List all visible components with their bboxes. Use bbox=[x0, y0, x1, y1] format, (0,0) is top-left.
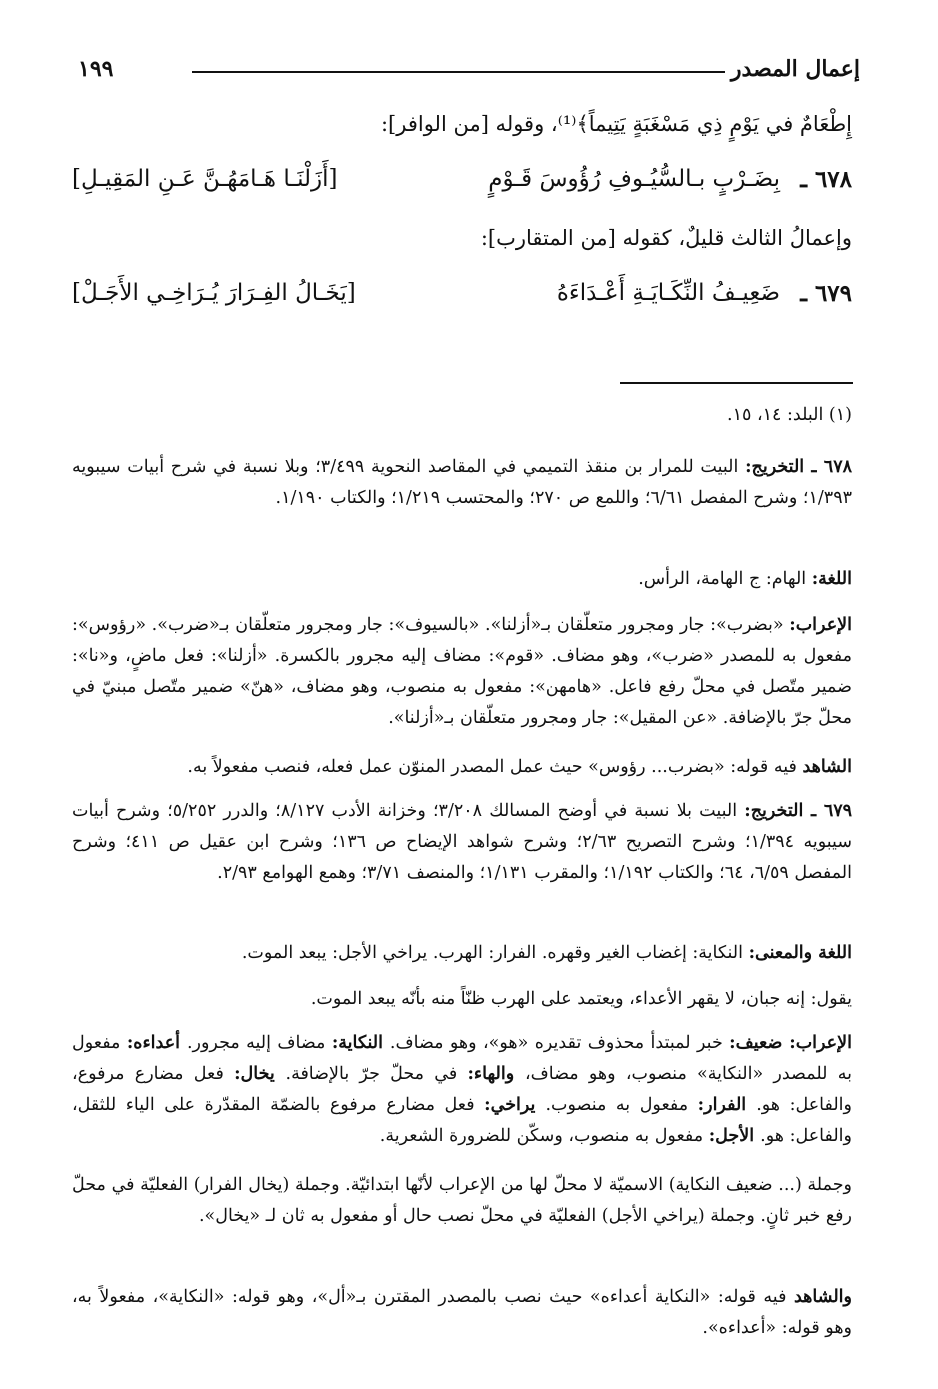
takhrij-678: ٦٧٨ ـ التخريج: البيت للمرار بن منقذ التميمي في المقاصد النحوية ٣/٤٩٩؛ وبلا نسبة في شرح أبيات سيبويه ١/٣٩٣؛ وشرح المفصل ٦/٦١؛ واللمع ص ٢٧٠؛ والمحتسب ١/٢١٩؛ والكتاب ١/١٩٠. bbox=[72, 457, 852, 508]
lugha-679: اللغة والمعنى: النكاية: إغضاب الغير وقهره. الفرار: الهرب. يراخي الأجل: يبعد الموت. bbox=[241, 943, 852, 963]
verse-first-hemistich: بِضَـرْبٍ بـالسُّيُـوفِ رُؤُوسَ قَـوْمٍ bbox=[488, 166, 780, 192]
jumla-679: وجملة (... ضعيف النكاية) الاسميّة لا محلّ لها من الإعراب لأنّها ابتدائيّة. وجملة (يخال الفرار) الفعليّة في محلّ رفع خبر ثانٍ. وجملة (يراخي الأجل) الفعليّة في محلّ نصب حال أو مفعول به ثان لـ «يخال». bbox=[72, 1175, 852, 1226]
page-header bbox=[70, 56, 860, 90]
takhrij-679: ٦٧٩ ـ التخريج: البيت بلا نسبة في أوضح المسالك ٣/٢٠٨؛ وخزانة الأدب ٨/١٢٧؛ والدرر ٥/٢٥٢؛ وشرح أبيات سيبويه ١/٣٩٤؛ وشرح التصريح ٢/٦٣؛ وشرح شواهد الإيضاح ص ١٣٦؛ وشرح ابن عقيل ص ٤١١؛ وشرح المفصل ٦/٥٩، ٦٤؛ والكتاب ١/١٩٢؛ والمقرب ١/١٣١؛ والمنصف ٣/٧١؛ وهمع الهوامع ٢/٩٣. bbox=[72, 801, 853, 883]
header-rule bbox=[192, 71, 725, 73]
footnote-separator bbox=[620, 382, 853, 384]
verse-second-hemistich: [يَخَـالُ الفِـرَارَ يُـرَاخِـي الأَجَـلْ] bbox=[72, 280, 356, 306]
verse-number: ٦٧٨ ـ bbox=[800, 166, 852, 193]
takhrij-label: ٦٧٨ ـ التخريج: bbox=[745, 457, 852, 477]
shahid-678: الشاهد فيه قوله: «بضرب... رؤوس» حيث عمل المصدر المنوّن عمل فعله، فنصب مفعولاً به. bbox=[187, 757, 852, 777]
main-line-3: وإعمالُ الثالث قليلٌ، كقوله [من المتقارب]: bbox=[480, 226, 852, 250]
yaqul-679: يقول: إنه جبان، لا يقهر الأعداء، ويعتمد على الهرب ظنّاً منه بأنّه يبعد الموت. bbox=[310, 989, 852, 1009]
irab-678: الإعراب: «بضرب»: جار ومجرور متعلّقان بـ«أزلنا». «بالسيوف»: جار ومجرور متعلّقان بـ«ضرب». «رؤوس»: مفعول به للمصدر «ضرب»، وهو مضاف. «قوم»: مضاف إليه مجرور بالكسرة. «أزلنا»: فعل ماضٍ، و«نا»: ضمير متّصل في محلّ رفع فاعل. «هامهن»: مفعول به منصوب، وهو مضاف، «هنّ» ضمير متّصل مبنيّ في محلّ جرّ بالإضافة. «عن المقيل»: جار ومجرور متعلّقان بـ«أزلنا». bbox=[72, 615, 852, 728]
verse-second-hemistich: [أَزَلْنَـا هَـامَهُـنَّ عَـنِ المَقِيـلِ] bbox=[72, 166, 338, 192]
running-title: إعمال المصدر bbox=[730, 56, 860, 82]
verse-number: ٦٧٩ ـ bbox=[800, 280, 852, 307]
shahid-679: والشاهد فيه قوله: «النكاية أعداءه» حيث نصب بالمصدر المقترن بـ«أل»، وهو قوله: «النكاية»، مفعولاً به، وهو قوله: «أعداءه». bbox=[72, 1287, 852, 1338]
lugha-678: اللغة: الهام: ج الهامة، الرأس. bbox=[638, 569, 852, 589]
main-line-1: إِطْعَامٌ في يَوْمٍ ذِي مَسْغَبَةٍ يَتِيماً﴾⁽¹⁾، وقوله [من الوافر]: bbox=[380, 112, 852, 136]
page-number: ١٩٩ bbox=[78, 56, 114, 82]
verse-678 bbox=[72, 166, 852, 200]
irab-679: الإعراب: ضعيف: خبر لمبتدأ محذوف تقديره «هو»، وهو مضاف. النكاية: مضاف إليه مجرور. أعداءه: مفعول به للمصدر «النكاية» منصوب، وهو مضاف، والهاء: في محلّ جرّ بالإضافة. يخال: فعل مضارع مرفوع، والفاعل: هو. الفرار: مفعول به منصوب. يراخي: فعل مضارع مرفوع بالضمّة المقدّرة على الياء للثقل، والفاعل: هو. الأجل: مفعول به منصوب، وسكّن للضرورة الشعرية. bbox=[72, 1033, 852, 1146]
footnote-1: (١) البلد: ١٤، ١٥. bbox=[727, 405, 852, 425]
verse-679 bbox=[72, 280, 852, 314]
verse-first-hemistich: ضَعِيـفُ النِّكَـايَـةِ أَعْـدَاءَهُ bbox=[556, 280, 780, 306]
